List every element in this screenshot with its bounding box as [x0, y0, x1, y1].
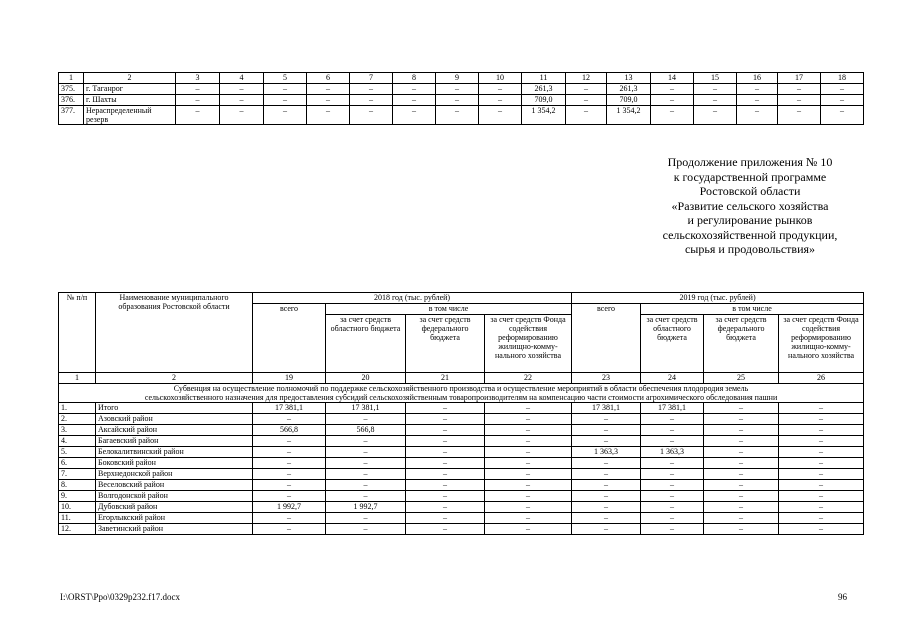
value-cell: –	[350, 106, 393, 125]
header-federal-budget-2018: за счет средств федерального бюджета	[406, 315, 485, 373]
value-cell: –	[572, 480, 641, 491]
value-cell: 1 354,2	[522, 106, 566, 125]
value-cell: –	[737, 95, 778, 106]
table-row	[59, 480, 864, 491]
table-row	[59, 414, 864, 425]
value-cell: –	[406, 436, 485, 447]
value-cell: –	[737, 106, 778, 125]
value-cell: –	[253, 436, 326, 447]
value-cell: –	[779, 502, 864, 513]
value-cell: –	[176, 95, 220, 106]
row-number: 376.	[59, 95, 84, 106]
value-cell: –	[641, 425, 704, 436]
value-cell: –	[779, 436, 864, 447]
value-cell: –	[641, 480, 704, 491]
value-cell: –	[264, 84, 307, 95]
value-cell: –	[326, 447, 406, 458]
heading-line: Ростовской области	[699, 184, 801, 198]
value-cell: –	[779, 524, 864, 535]
value-cell: –	[326, 469, 406, 480]
value-cell: –	[641, 491, 704, 502]
value-cell: –	[572, 436, 641, 447]
value-cell: 1 992,7	[326, 502, 406, 513]
municipality-name: Нераспределенный резерв	[84, 106, 176, 125]
value-cell: –	[406, 502, 485, 513]
value-cell: –	[406, 491, 485, 502]
value-cell: –	[704, 414, 779, 425]
value-cell: –	[436, 84, 479, 95]
table-row	[59, 403, 864, 414]
table-row	[59, 491, 864, 502]
value-cell: –	[566, 106, 607, 125]
value-cell: –	[704, 469, 779, 480]
value-cell: –	[821, 106, 864, 125]
value-cell: –	[485, 469, 572, 480]
value-cell: –	[694, 106, 737, 125]
row-number: 10.	[59, 502, 96, 513]
value-cell: –	[326, 480, 406, 491]
row-number: 7.	[59, 469, 96, 480]
value-cell: –	[704, 502, 779, 513]
value-cell: –	[566, 95, 607, 106]
column-number: 24	[641, 373, 704, 384]
column-number: 7	[350, 73, 393, 84]
column-number: 10	[479, 73, 522, 84]
value-cell: –	[436, 95, 479, 106]
column-number: 22	[485, 373, 572, 384]
value-cell: –	[326, 458, 406, 469]
value-cell: –	[253, 480, 326, 491]
municipality-name: Заветинский район	[96, 524, 253, 535]
table-row	[59, 436, 864, 447]
top-table	[58, 72, 864, 125]
header-number: № п/п	[59, 293, 96, 373]
value-cell: –	[479, 106, 522, 125]
column-number: 16	[737, 73, 778, 84]
municipality-name: Егорлыкский район	[96, 513, 253, 524]
section-title: Субвенция на осуществление полномочий по поддержке сельскохозяйственного производства и осуществление мероприятий в области обеспечения плодородия земель сельскохозяйственного назначения для предоставления субсидий сельскохозяйственным товаропроизводителям на компенсацию части стоимости агрохимического обследования пашни	[59, 384, 864, 403]
header-year-2018: 2018 год (тыс. рублей)	[253, 293, 572, 304]
footer-file-path: I:\ORST\Ppo\0329p232.f17.docx	[60, 592, 181, 602]
value-cell: –	[253, 513, 326, 524]
value-cell: –	[704, 425, 779, 436]
value-cell: –	[821, 84, 864, 95]
value-cell: –	[779, 469, 864, 480]
column-number: 21	[406, 373, 485, 384]
value-cell: –	[485, 513, 572, 524]
value-cell: –	[406, 403, 485, 414]
municipality-name: г. Шахты	[84, 95, 176, 106]
value-cell: –	[704, 436, 779, 447]
value-cell: –	[253, 458, 326, 469]
value-cell: –	[393, 84, 436, 95]
column-number: 1	[59, 73, 84, 84]
value-cell: 709,0	[522, 95, 566, 106]
heading-line: Продолжение приложения № 10	[667, 155, 833, 169]
municipality-name: Боковский район	[96, 458, 253, 469]
value-cell: –	[406, 425, 485, 436]
table-row	[59, 425, 864, 436]
value-cell: –	[572, 513, 641, 524]
value-cell: –	[641, 524, 704, 535]
value-cell: –	[253, 524, 326, 535]
header-federal-budget-2019: за счет средств федерального бюджета	[704, 315, 779, 373]
value-cell: –	[253, 469, 326, 480]
municipality-name: Аксайский район	[96, 425, 253, 436]
column-number: 13	[607, 73, 651, 84]
heading-line: сырья и продовольствия»	[684, 242, 816, 256]
value-cell: –	[704, 480, 779, 491]
value-cell: 709,0	[607, 95, 651, 106]
value-cell: 261,3	[607, 84, 651, 95]
value-cell: –	[307, 95, 350, 106]
header-total-2018: всего	[253, 304, 326, 373]
value-cell: –	[264, 106, 307, 125]
value-cell: –	[485, 425, 572, 436]
value-cell: –	[485, 458, 572, 469]
value-cell: –	[485, 403, 572, 414]
table-row	[59, 95, 864, 106]
table-row	[59, 513, 864, 524]
value-cell: –	[253, 491, 326, 502]
municipality-name: Веселовский район	[96, 480, 253, 491]
header-municipality: Наименование муниципального образования Ростовской области	[96, 293, 253, 373]
value-cell: –	[326, 436, 406, 447]
value-cell: –	[694, 84, 737, 95]
column-number: 5	[264, 73, 307, 84]
row-number: 1.	[59, 403, 96, 414]
municipality-name: Белокалитвинский район	[96, 447, 253, 458]
value-cell: –	[406, 513, 485, 524]
value-cell: 566,8	[253, 425, 326, 436]
row-number: 9.	[59, 491, 96, 502]
column-number: 2	[96, 373, 253, 384]
value-cell: –	[572, 414, 641, 425]
value-cell: –	[485, 524, 572, 535]
value-cell: –	[572, 469, 641, 480]
column-number: 3	[176, 73, 220, 84]
row-number: 8.	[59, 480, 96, 491]
value-cell: –	[778, 84, 821, 95]
value-cell: –	[704, 447, 779, 458]
heading-line: сельскохозяйственной продукции,	[662, 227, 838, 242]
subvention-table	[58, 292, 864, 535]
value-cell: –	[779, 425, 864, 436]
value-cell: –	[406, 469, 485, 480]
value-cell: 566,8	[326, 425, 406, 436]
table-row	[59, 106, 864, 125]
column-number: 1	[59, 373, 96, 384]
value-cell: –	[704, 403, 779, 414]
value-cell: –	[479, 84, 522, 95]
value-cell: –	[406, 458, 485, 469]
header-regional-budget-2019: за счет средств областного бюджета	[641, 315, 704, 373]
table-row	[59, 458, 864, 469]
column-number: 4	[220, 73, 264, 84]
column-number: 20	[326, 373, 406, 384]
column-number: 23	[572, 373, 641, 384]
value-cell: –	[176, 84, 220, 95]
value-cell: –	[326, 414, 406, 425]
row-number: 2.	[59, 414, 96, 425]
value-cell: –	[651, 95, 694, 106]
value-cell: –	[485, 502, 572, 513]
table-row	[59, 469, 864, 480]
header-year-2019: 2019 год (тыс. рублей)	[572, 293, 864, 304]
header-regional-budget-2018: за счет средств областного бюджета	[326, 315, 406, 373]
value-cell: –	[350, 95, 393, 106]
row-number: 377.	[59, 106, 84, 125]
header-housing-fund-2019: за счет средств Фонда содействия реформированию жилищно-комму-нального хозяйства	[779, 315, 864, 373]
column-number: 15	[694, 73, 737, 84]
value-cell: –	[572, 502, 641, 513]
value-cell: 17 381,1	[572, 403, 641, 414]
value-cell: –	[220, 84, 264, 95]
municipality-name: Верхнедонской район	[96, 469, 253, 480]
value-cell: –	[436, 106, 479, 125]
value-cell: 1 354,2	[607, 106, 651, 125]
value-cell: –	[651, 84, 694, 95]
column-number: 6	[307, 73, 350, 84]
municipality-name: Итого	[96, 403, 253, 414]
row-number: 375.	[59, 84, 84, 95]
page-number: 96	[838, 592, 847, 602]
value-cell: –	[326, 491, 406, 502]
value-cell: 261,3	[522, 84, 566, 95]
column-number: 11	[522, 73, 566, 84]
value-cell: –	[821, 95, 864, 106]
value-cell: –	[220, 95, 264, 106]
row-number: 4.	[59, 436, 96, 447]
value-cell: –	[779, 403, 864, 414]
value-cell: –	[393, 95, 436, 106]
row-number: 3.	[59, 425, 96, 436]
value-cell: –	[572, 524, 641, 535]
municipality-name: г. Таганрог	[84, 84, 176, 95]
column-number: 18	[821, 73, 864, 84]
column-number: 17	[778, 73, 821, 84]
column-number: 12	[566, 73, 607, 84]
value-cell: –	[485, 436, 572, 447]
header-including-2019: в том числе	[641, 304, 864, 315]
column-number: 26	[779, 373, 864, 384]
value-cell: –	[651, 106, 694, 125]
value-cell: –	[694, 95, 737, 106]
value-cell: –	[566, 84, 607, 95]
heading-line: к государственной программе	[673, 169, 827, 184]
value-cell: –	[641, 458, 704, 469]
value-cell: –	[485, 447, 572, 458]
municipality-name: Волгодонской район	[96, 491, 253, 502]
value-cell: –	[572, 491, 641, 502]
value-cell: –	[485, 414, 572, 425]
value-cell: –	[406, 480, 485, 491]
heading-line: и регулирование рынков	[687, 213, 813, 227]
column-number: 19	[253, 373, 326, 384]
value-cell: –	[307, 84, 350, 95]
municipality-name: Азовский район	[96, 414, 253, 425]
value-cell: 1 992,7	[253, 502, 326, 513]
value-cell: –	[479, 95, 522, 106]
value-cell: –	[220, 106, 264, 125]
value-cell: –	[778, 95, 821, 106]
value-cell: –	[778, 106, 821, 125]
header-housing-fund-2018: за счет средств Фонда содействия реформированию жилищно-комму-нального хозяйства	[485, 315, 572, 373]
value-cell: –	[176, 106, 220, 125]
value-cell: –	[485, 480, 572, 491]
value-cell: –	[779, 447, 864, 458]
value-cell: –	[326, 524, 406, 535]
appendix-continuation-heading	[600, 155, 900, 257]
header-including-2018: в том числе	[326, 304, 572, 315]
value-cell: –	[704, 491, 779, 502]
table-row	[59, 447, 864, 458]
value-cell: –	[641, 513, 704, 524]
column-number: 2	[84, 73, 176, 84]
column-number: 8	[393, 73, 436, 84]
value-cell: –	[326, 513, 406, 524]
value-cell: –	[485, 491, 572, 502]
column-number: 25	[704, 373, 779, 384]
value-cell: –	[572, 458, 641, 469]
value-cell: 1 363,3	[641, 447, 704, 458]
value-cell: –	[779, 513, 864, 524]
value-cell: –	[737, 84, 778, 95]
municipality-name: Багаевский район	[96, 436, 253, 447]
value-cell: –	[253, 414, 326, 425]
heading-line: «Развитие сельского хозяйства	[671, 198, 829, 213]
value-cell: –	[779, 480, 864, 491]
table-row	[59, 502, 864, 513]
value-cell: –	[264, 95, 307, 106]
value-cell: –	[704, 524, 779, 535]
value-cell: –	[779, 414, 864, 425]
municipality-name: Дубовский район	[96, 502, 253, 513]
row-number: 12.	[59, 524, 96, 535]
value-cell: 17 381,1	[326, 403, 406, 414]
value-cell: –	[350, 84, 393, 95]
value-cell: –	[779, 491, 864, 502]
column-number: 9	[436, 73, 479, 84]
row-number: 6.	[59, 458, 96, 469]
value-cell: –	[406, 524, 485, 535]
value-cell: –	[406, 414, 485, 425]
value-cell: –	[704, 458, 779, 469]
value-cell: –	[779, 458, 864, 469]
value-cell: 1 363,3	[572, 447, 641, 458]
value-cell: –	[253, 447, 326, 458]
value-cell: 17 381,1	[253, 403, 326, 414]
row-number: 11.	[59, 513, 96, 524]
value-cell: –	[307, 106, 350, 125]
row-number: 5.	[59, 447, 96, 458]
column-number: 14	[651, 73, 694, 84]
table-row	[59, 524, 864, 535]
value-cell: –	[641, 469, 704, 480]
value-cell: –	[641, 414, 704, 425]
header-total-2019: всего	[572, 304, 641, 373]
value-cell: –	[572, 425, 641, 436]
value-cell: –	[406, 447, 485, 458]
value-cell: –	[704, 513, 779, 524]
value-cell: –	[641, 502, 704, 513]
value-cell: 17 381,1	[641, 403, 704, 414]
table-header-row	[59, 73, 864, 84]
value-cell: –	[641, 436, 704, 447]
value-cell: –	[393, 106, 436, 125]
table-row	[59, 84, 864, 95]
